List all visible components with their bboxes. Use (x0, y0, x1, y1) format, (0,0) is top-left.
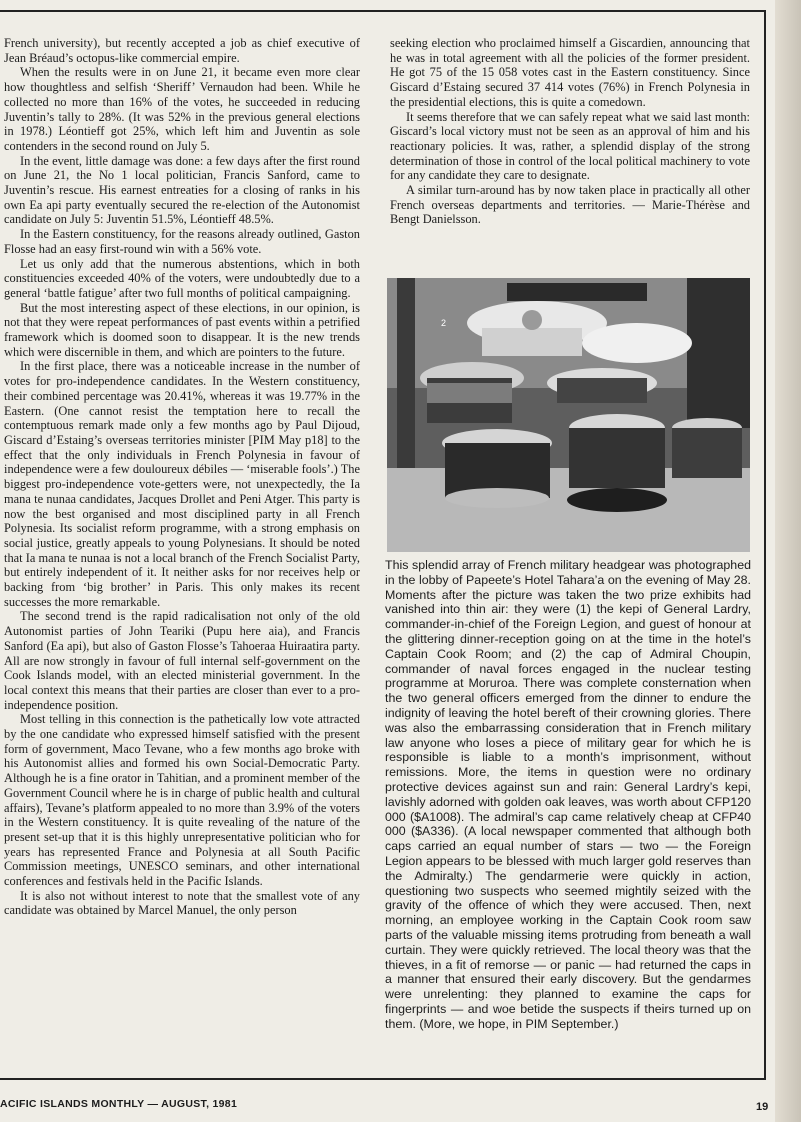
page-number: 19 (756, 1101, 769, 1113)
photo-label: 2 (441, 318, 447, 328)
paragraph: When the results were in on June 21, it became even more clear how thoughtless and selfish ‘Sheriff’ Vernaudon had been. While he collected no more than 16% of the votes, he succeeded in reducing Juventin’s tally to 28%. (It was 52% in the previous general elections in 1978.) Léontieff got 25%, which left him and Juventin as sole contenders in the second round on July 5. (4, 65, 360, 153)
paragraph: Most telling in this connection is the pathetically low vote attracted by the one candidate who expressed himself satisfied with the present form of government, Maco Tevane, who a few months ago broke with his Autonomist allies and formed his own Social-Democratic Party. Although he is a fine orator in Tahitian, and a prominent member of the Government Council where he is in charge of public health and cultural affairs), Tevane’s platform appealed to no more than 3.9% of the voters in the Western constituency. It is quite revealing of the nature of the present set-up that it is this highly unrepresentative politician who for years has represented France and Polynesia at all South Pacific Commission meetings, UNESCO seminars, and other international conferences and festivals held in the Pacific Islands. (4, 712, 360, 889)
paragraph: It is also not without interest to note that the smallest vote of any candidate was obtained by Marcel Manuel, the only person (4, 888, 360, 918)
military-caps-photo (387, 278, 750, 552)
paragraph: In the first place, there was a noticeable increase in the number of votes for pro-independence candidates. In the Western constituency, their combined percentage was 20.41%, whereas it was 19.77% in the Eastern. (One cannot resist the temptation here to recall the contemptuous remark made only a few months ago by Paul Dijoud, Giscard d’Estaing’s overseas territories minister [PIM May p18] to the effect that the only individuals in French Polynesia in favour of independence were a few douloureux débiles — ‘miserable fools’.) The biggest pro-independence vote-getters were, not unexpectedly, the Ia mana te nunaa candidates, Jacques Drollet and Peni Atger. This party is now the best organised and most disciplined party in all French Polynesia. Its socialist reform programme, with a strong emphasis on social justice, greatly appeals to young Polynesians. It should be noted that Ia mana te nunaa is not a local branch of the French Socialist Party, but entirely independent of it. It neither asks for nor receives help or backing from ‘big brother’ in Paris. This only makes its recent successes the more remarkable. (4, 359, 360, 609)
photo-illustration (387, 278, 750, 552)
left-column (4, 36, 360, 918)
paragraph: seeking election who proclaimed himself a Giscardien, announcing that he was in total agreement with all the policies of the former president. He got 75 of the 15 058 votes cast in the Eastern constituency. Since Giscard d’Estaing secured 37 414 votes (76%) in French Polynesia in the presidential elections, this is quite a comedown. (390, 36, 750, 109)
paragraph: Let us only add that the numerous abstentions, which in both constituencies exceeded 40% of the voters, were undoubtedly due to a general ‘battle fatigue’ after two full months of political campaigning. (4, 256, 360, 300)
paragraph: In the Eastern constituency, for the reasons already outlined, Gaston Flosse had an easy first-round win with a 56% vote. (4, 227, 360, 256)
paragraph: But the most interesting aspect of these elections, in our opinion, is not that they were repeat performances of past events within a petrified framework which is doomed soon to disappear. It is the new trends which were discernible in them, and which are pointers to the future. (4, 300, 360, 359)
footer-publication: ACIFIC ISLANDS MONTHLY — AUGUST, 1981 (0, 1098, 238, 1110)
right-column (390, 36, 750, 227)
caption-text: This splendid array of French military headgear was photographed in the lobby of Papeete’s Hotel Tahara’a on the evening of May 28. Moments after the picture was taken the two prize exhibits had vanished into thin air: they were (1) the kepi of General Lardry, commander-in-chief of the Foreign Legion, and guest of honour at the glittering dinner-reception going on at the time in the hotel’s Captain Cook Room; and (2) the cap of Admiral Choupin, commander of naval forces engaged in the nuclear testing programme at Moruroa. There was complete consternation when the two general officers emerged from the dinner to endure the indignity of leaving the hotel bereft of their crowning glories. There was also the embarrassing consideration that in French military law anyone who loses a piece of military gear for which he is responsible is liable to a month’s imprisonment, without remissions. More, the items in question were no ordinary protective devices against sun and rain: General Lardry’s kepi, lavishly adorned with golden oak leaves, was worth about CFP120 000 ($A1008). The admiral’s cap came relatively cheap at CFP40 000 ($A336). (A local newspaper commented that although both caps carried an equal number of stars — two — the Foreign Legion appears to be blessed with much larger gold reserves than the Admiralty.) The gendarmerie were quickly in action, questioning two suspects who seemed mightily seized with the gravity of the offence of which they were accused. Then, next morning, an employee working in the Captain Cook room saw parts of the valuable missing items protruding from beneath a wall curtain. They were quickly retrieved. The local theory was that the thieves, in a fit of remorse — or panic — had returned the caps in a manner that ensured their early discovery. But the gendarmes were unrelenting: they planned to examine the caps for fingerprints — and woe betide the suspects if theirs turned up on them. (More, we hope, in PIM September.) (385, 558, 751, 1031)
paragraph: A similar turn-around has by now taken place in practically all other French overseas departments and territories. — Marie-Thérèse and Bengt Danielsson. (390, 183, 750, 227)
paragraph: French university), but recently accepted a job as chief executive of Jean Bréaud’s octopus-like commercial empire. (4, 36, 360, 65)
photo-caption (385, 558, 751, 1032)
paragraph: In the event, little damage was done: a few days after the first round on June 21, the No 1 local politician, Francis Sanford, came to Juventin’s rescue. His earnest entreaties for a closing of ranks in his own Ea api party eventually secured the re-election of the Autonomist candidate on July 5: Juventin 51.5%, Léontieff 48.5%. (4, 153, 360, 227)
paragraph: The second trend is the rapid radicalisation not only of the old Autonomist parties of John Teariki (Pupu here aia), and Francis Sanford (Ea api), but also of Gaston Flosse’s Tahoeraa Huiraatira party. All are now strongly in favour of full internal self-government on the Cook Islands model, with an elected ministerial government. In the local context this means that their parties are closer than ever to a pro-independence position. (4, 609, 360, 712)
page-edge (775, 0, 801, 1122)
paragraph: It seems therefore that we can safely repeat what we said last month: Giscard’s local victory must not be seen as an approval of him and his reactionary policies. It was, rather, a splendid display of the strong determination of those in control of the local political machinery to vote for any candidate they care to designate. (390, 109, 750, 183)
